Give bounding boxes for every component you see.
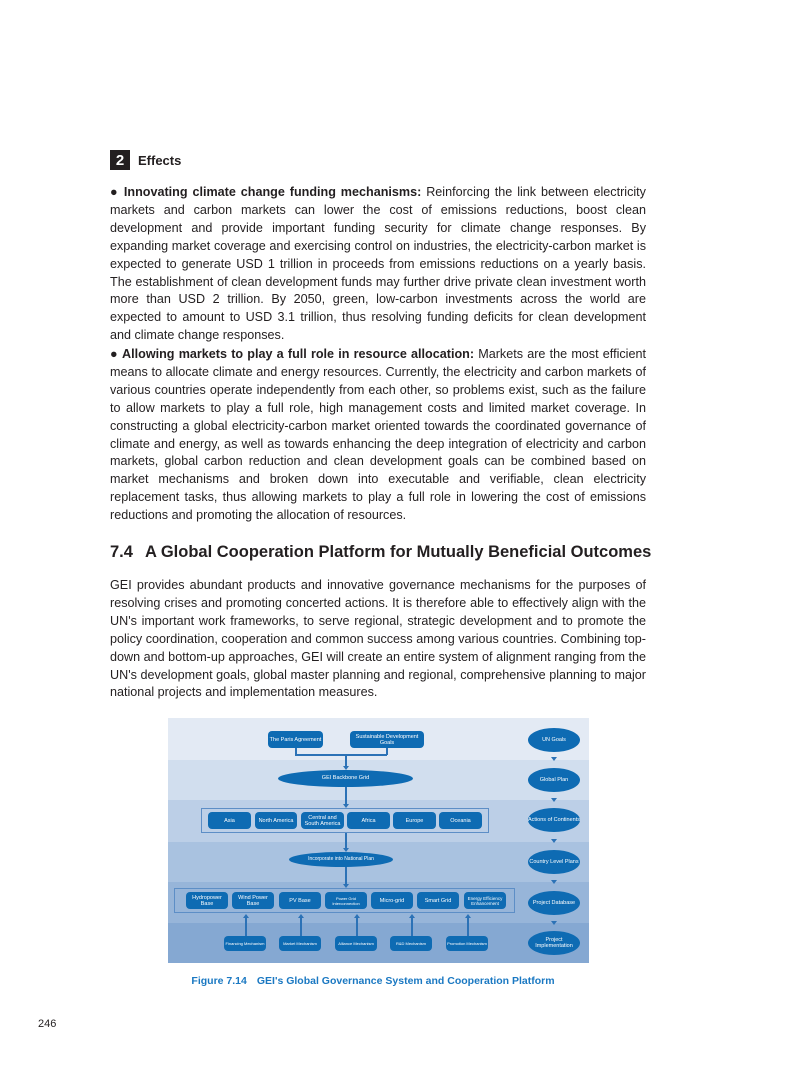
project-box: Energy Efficiency Enhancement: [464, 892, 506, 909]
continent-box: Central and South America: [301, 812, 344, 829]
continent-box: Oceania: [439, 812, 482, 829]
arrow-up-icon: [409, 914, 415, 918]
arrow-up-icon: [243, 914, 249, 918]
mechanism-box: Alliance Mechanism: [335, 936, 377, 951]
connector: [411, 918, 413, 936]
national-plan-ellipse: Incorporate into National Plan: [289, 852, 393, 867]
connector: [356, 918, 358, 936]
figure-caption: [110, 975, 646, 987]
arrow-down-icon: [551, 757, 557, 761]
heading-title: A Global Cooperation Platform for Mutually Beneficial Outcomes: [144, 543, 652, 561]
project-box: Hydropower Base: [186, 892, 228, 909]
page-number: 246: [38, 1018, 57, 1030]
mechanism-box: R&D Mechanism: [390, 936, 432, 951]
arrow-up-icon: [354, 914, 360, 918]
arrow-down-icon: [551, 839, 557, 843]
arrow-down-icon: [551, 921, 557, 925]
project-box: Power Grid Interconnection: [325, 892, 367, 909]
level-continents: Actions of Continents: [528, 808, 580, 832]
paragraph-text: Markets are the most efficient means to allocate climate and energy resources. Currently, the electricity and carbon markets of various countries operate independently from each other, so problems exist, such as the failure to allow markets to play a full role, high management costs and limited market coverage. In constructing a global electricity-carbon market oriented towards the coordinated governance of climate and energy, as well as towards enhancing the deep integration of electricity and carbon markets, global carbon reduction and clean development goals can be combined based on market mechanisms and broken down into executable and verifiable, clean electricity replacement tasks, thus allowing markets to play a full role in lowering the cost of emissions reductions and promoting the allocation of resources.: [110, 347, 646, 523]
connector: [345, 833, 347, 849]
continent-box: North America: [255, 812, 297, 829]
connector: [467, 918, 469, 936]
caption-text: GEI's Global Governance System and Cooperation Platform: [256, 975, 555, 987]
level-global-plan: Global Plan: [528, 768, 580, 792]
arrow-up-icon: [298, 914, 304, 918]
continent-box: Europe: [393, 812, 436, 829]
continent-box: Asia: [208, 812, 251, 829]
paragraph-text: Reinforcing the link between electricity markets and carbon markets can lower the cost of emissions reductions, boost clean development and provide important funding security for climate change responses. By expanding market coverage and exercising control on industries, the electricity-carbon market is expected to generate USD 1 trillion in proceeds from emissions reductions on a yearly basis. The establishment of clean development funds may further drive private clean investment worth more than USD 2 trillion. By 2050, green, low-carbon investments across the world are expected to amount to USD 3.1 trillion, thus resolving funding deficits for clean development and climate change responses.: [110, 185, 646, 343]
governance-diagram: [168, 718, 589, 963]
paragraph-funding: [110, 184, 646, 345]
body-paragraph: GEI provides abundant products and innovative governance mechanisms for the purposes of resolving crises and promoting concerted actions. It is therefore able to effectively align with the UN's important work frameworks, to serve regional, strategic development and to promote the policy coordination, cooperation and common success among various countries. Combining top-down and bottom-up approaches, GEI will create an entire system of alignment ranging from the UN's development goals, global master planning and regional, comprehensive planning to major national projects and implementation measures.: [110, 578, 646, 700]
mechanism-box: Market Mechanism: [279, 936, 321, 951]
section-heading: [110, 543, 663, 562]
paris-agreement-box: The Paris Agreement: [268, 731, 323, 748]
project-box: Wind Power Base: [232, 892, 274, 909]
connector: [295, 754, 387, 756]
level-country: Country Level Plans: [528, 850, 580, 874]
section-title: Effects: [138, 152, 182, 168]
section-number: 2: [110, 150, 130, 170]
backbone-grid-ellipse: GEI Backbone Grid: [278, 770, 413, 787]
paragraph-markets: [110, 346, 646, 525]
mechanism-box: Promotion Mechanism: [446, 936, 488, 951]
level-project-database: Project Database: [528, 891, 580, 915]
arrow-down-icon: [551, 798, 557, 802]
connector: [300, 918, 302, 936]
paragraph-lead: ● Innovating climate change funding mechanisms:: [110, 185, 422, 199]
sdg-box: Sustainable Development Goals: [350, 731, 424, 748]
project-box: Smart Grid: [417, 892, 459, 909]
level-un-goals: UN Goals: [528, 728, 580, 752]
arrow-down-icon: [551, 880, 557, 884]
connector: [345, 867, 347, 885]
continent-box: Africa: [347, 812, 390, 829]
mechanism-box: Financing Mechanism: [224, 936, 266, 951]
heading-number: 7.4: [110, 543, 133, 561]
paragraph-lead: ● Allowing markets to play a full role in resource allocation:: [110, 347, 475, 361]
project-box: Micro-grid: [371, 892, 413, 909]
connector: [345, 787, 347, 805]
connector: [245, 918, 247, 936]
section-header: [110, 150, 181, 170]
project-box: PV Base: [279, 892, 321, 909]
level-project-implementation: Project Implementation: [528, 931, 580, 955]
arrow-up-icon: [465, 914, 471, 918]
caption-number: Figure 7.14: [191, 975, 247, 987]
